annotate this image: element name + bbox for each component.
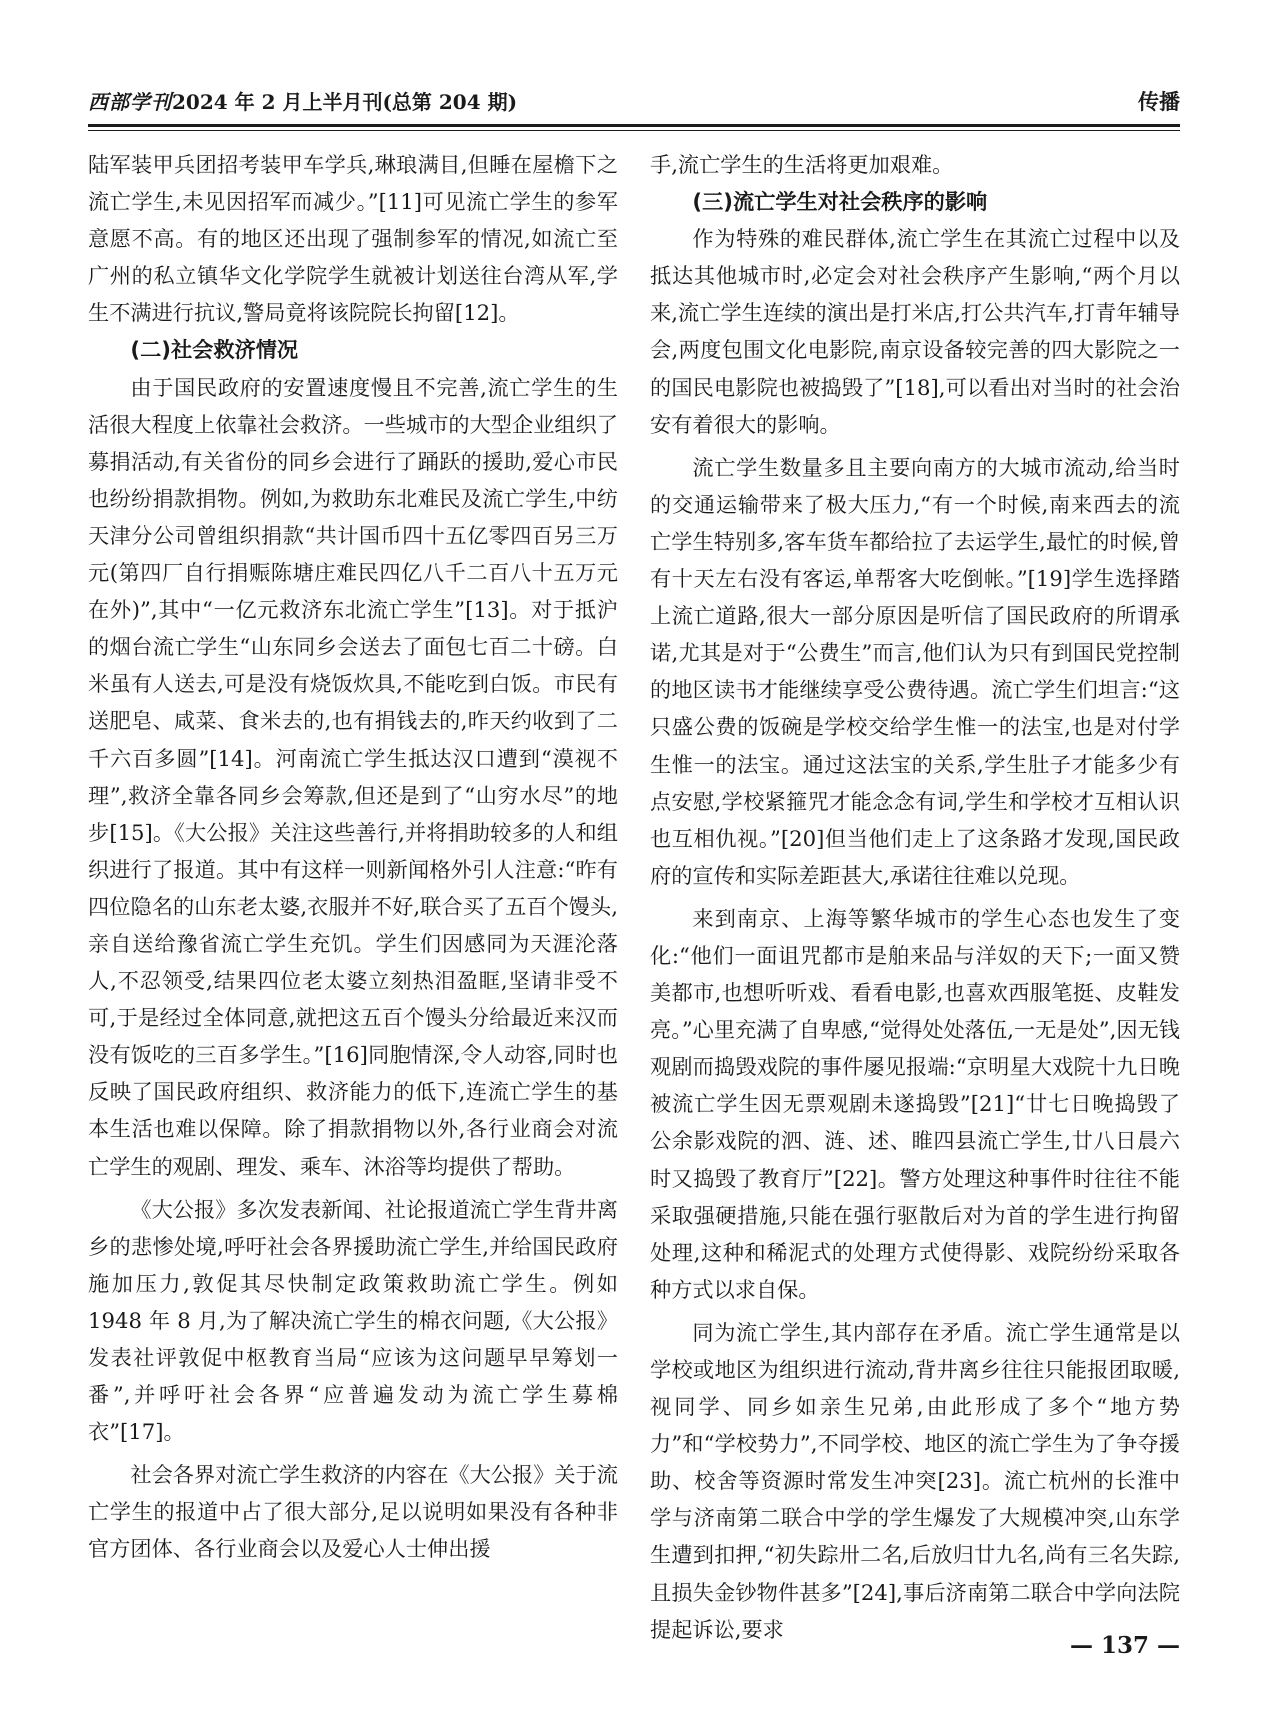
paragraph: 作为特殊的难民群体,流亡学生在其流亡过程中以及抵达其他城市时,必定会对社会秩序产生影响,“两个月以来,流亡学生连续的演出是打米店,打公共汽车,打青年辅导会,两度包围文化电影院,南京设备较完善的四大影院之一的国民电影院也被捣毁了”[18],可以看出对当时的社会治安有着很大的影响。 (650, 226, 1180, 437)
section-name: 传播 (1138, 90, 1180, 114)
paragraph: 由于国民政府的安置速度慢且不完善,流亡学生的生活很大程度上依靠社会救济。一些城市的大型企业组织了募捐活动,有关省份的同乡会进行了踊跃的援助,爱心市民也纷纷捐款捐物。例如,为救助东北难民及流亡学生,中纺天津分公司曾组织捐款“共计国币四十五亿零四百另三万元(第四厂自行捐赈陈塘庄难民四亿八千二百八十五万元在外)”,其中“一亿元救济东北流亡学生”[13]。对于抵沪的烟台流亡学生“山东同乡会送去了面包七百二十磅。白米虽有人送去,可是没有烧饭炊具,不能吃到白饭。市民有送肥皂、咸菜、食米去的,也有捐钱去的,昨天约收到了二千六百多圆”[14]。河南流亡学生抵达汉口遭到“漠视不理”,救济全靠各同乡会筹款,但还是到了“山穷水尽”的地步[15]。《大公报》关注这些善行,并将捐助较多的人和组织进行了报道。其中有这样一则新闻格外引人注意:“昨有四位隐名的山东老太婆,衣服并不好,联合买了五百个馒头,亲自送给豫省流亡学生充饥。学生们因感同为天涯沦落人,不忍领受,结果四位老太婆立刻热泪盈眶,坚请非受不可,于是经过全体同意,就把这五百个馒头分给最近来汉而没有饭吃的三百多学生。”[16]同胞情深,令人动容,同时也反映了国民政府组织、救济能力的低下,连流亡学生的基本生活也难以保障。除了捐款捐物以外,各行业商会对流亡学生的观剧、理发、乘车、沐浴等均提供了帮助。 (88, 374, 618, 1179)
paragraph: 手,流亡学生的生活将更加艰难。 (650, 152, 954, 177)
journal-logo: 西部学刊 (88, 90, 172, 114)
paragraph: 流亡学生数量多且主要向南方的大城市流动,给当时的交通运输带来了极大压力,“有一个时候,南来西去的流亡学生特别多,客车货车都给拉了去运学生,最忙的时候,曾有十天左右没有客运,单帮客大吃倒帐。”[19]学生选择踏上流亡道路,很大一部分原因是听信了国民政府的所谓承诺,尤其是对于“公费生”而言,他们认为只有到国民党控制的地区读书才能继续享受公费待遇。流亡学生们坦言:“这只盛公费的饭碗是学校交给学生惟一的法宝,也是对付学生惟一的法宝。通过这法宝的关系,学生肚子才能多少有点安慰,学校紧箍咒才能念念有词,学生和学校才互相认识也互相仇视。”[20]但当他们走上了这条路才发现,国民政府的宣传和实际差距甚大,承诺往往难以兑现。 (650, 454, 1180, 888)
running-header (88, 80, 1180, 124)
paragraph: 来到南京、上海等繁华城市的学生心态也发生了变化:“他们一面诅咒都市是舶来品与洋奴的天下;一面又赞美都市,也想听听戏、看看电影,也喜欢西服笔挺、皮鞋发亮。”心里充满了自卑感,“觉得处处落伍,一无是处”,因无钱观剧而捣毁戏院的事件屡见报端:“京明星大戏院十九日晚被流亡学生因无票观剧未遂捣毁”[21]“廿七日晚捣毁了公余影戏院的泗、涟、述、睢四县流亡学生,廿八日晨六时又捣毁了教育厅”[22]。警方处理这种事件时往往不能采取强硬措施,只能在强行驱散后对为首的学生进行拘留处理,这种和稀泥式的处理方式使得影、戏院纷纷采取各种方式以求自保。 (650, 905, 1180, 1302)
paragraph: 同为流亡学生,其内部存在矛盾。流亡学生通常是以学校或地区为组织进行流动,背井离乡往往只能报团取暖,视同学、同乡如亲生兄弟,由此形成了多个“地方势力”和“学校势力”,不同学校、地区的流亡学生为了争夺援助、校舍等资源时常发生冲突[23]。流亡杭州的长淮中学与济南第二联合中学的学生爆发了大规模冲突,山东学生遭到扣押,“初失踪卅二名,后放归廿九名,尚有三名失踪,且损失金钞物件甚多”[24],事后济南第二联合中学向法院提起诉讼,要求 (650, 1319, 1180, 1642)
page-number: — 137 — (1069, 1632, 1180, 1659)
header-rule-thick (88, 124, 1180, 127)
journal-issue-line (88, 86, 517, 115)
paragraph: 社会各界对流亡学生救济的内容在《大公报》关于流亡学生的报道中占了很大部分,足以说明如果没有各种非官方团体、各行业商会以及爱心人士伸出援 (88, 1462, 618, 1562)
paragraph: 《大公报》多次发表新闻、社论报道流亡学生背井离乡的悲惨处境,呼吁社会各界援助流亡学生,并给国民政府施加压力,敦促其尽快制定政策救助流亡学生。例如 1948 年 8 月,为了解决流亡学生的棉衣问题,《大公报》发表社评敦促中枢教育当局“应该为这问题早早筹划一番”,并呼吁社会各界“应普遍发动为流亡学生募棉衣”[17]。 (88, 1196, 618, 1445)
header-rule-thin (88, 130, 1180, 131)
paragraph: 陆军装甲兵团招考装甲车学兵,琳琅满目,但睡在屋檐下之流亡学生,未见因招军而减少。”[11]可见流亡学生的参军意愿不高。有的地区还出现了强制参军的情况,如流亡至广州的私立镇华文化学院学生就被计划送往台湾从军,学生不满进行抗议,警局竟将该院院长拘留[12]。 (88, 152, 618, 326)
section-heading: (二)社会救济情况 (130, 337, 299, 363)
right-column (650, 146, 1180, 1648)
left-column (88, 146, 618, 1568)
issue-info: 2024 年 2 月上半月刊(总第 204 期) (172, 90, 518, 114)
section-heading: (三)流亡学生对社会秩序的影响 (692, 189, 988, 215)
